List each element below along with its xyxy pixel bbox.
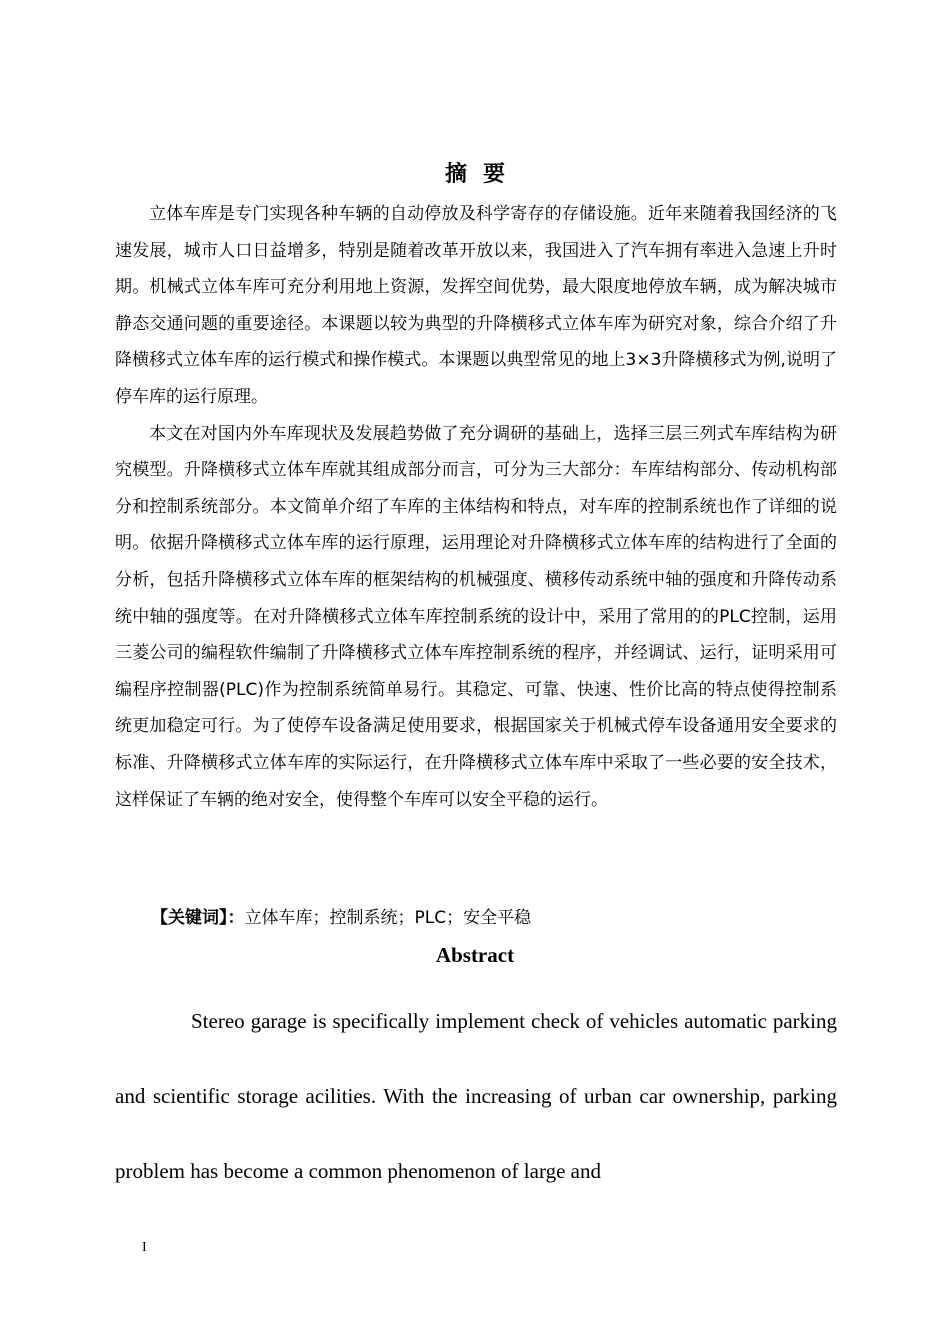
english-abstract-title: Abstract xyxy=(435,943,515,967)
page-number: I xyxy=(142,1240,147,1255)
keywords-label: 【关键词】： xyxy=(151,908,245,928)
keywords-line xyxy=(151,903,531,933)
english-abstract-paragraph-1: Stereo garage is specifically implement check of vehicles automatic parking and scientific storage acilities. With the increasing of urban car ownership, parking problem has become a common phenomenon of large and xyxy=(115,1009,837,1183)
chinese-abstract-paragraph-2: 本文在对国内外车库现状及发展趋势做了充分调研的基础上，选择三层三列式车库结构为研究模型。升降横移式立体车库就其组成部分而言，可分为三大部分：车库结构部分、传动机构部分和控制系统部分。本文简单介绍了车库的主体结构和特点，对车库的控制系统也作了详细的说明。依据升降横移式立体车库的运行原理，运用理论对升降横移式立体车库的结构进行了全面的分析，包括升降横移式立体车库的框架结构的机械强度、横移传动系统中轴的强度和升降传动系统中轴的强度等。在对升降横移式立体车库控制系统的设计中，采用了常用的的PLC控制，运用三菱公司的编程软件编制了升降横移式立体车库控制系统的程序，并经调试、运行，证明采用可编程序控制器(PLC)作为控制系统简单易行。其稳定、可靠、快速、性价比高的特点使得控制系统更加稳定可行。为了使停车设备满足使用要求，根据国家关于机械式停车设备通用安全要求的标准、升降横移式立体车库的实际运行，在升降横移式立体车库中采取了一些必要的安全技术，这样保证了车辆的绝对安全，使得整个车库可以安全平稳的运行。 xyxy=(115,423,837,810)
chinese-abstract-body xyxy=(115,196,837,818)
chinese-abstract-paragraph-1: 立体车库是专门实现各种车辆的自动停放及科学寄存的存储设施。近年来随着我国经济的飞速发展，城市人口日益增多，特别是随着改革开放以来，我国进入了汽车拥有率进入急速上升时期。机械式立体车库可充分利用地上资源，发挥空间优势，最大限度地停放车辆，成为解决城市静态交通问题的重要途径。本课题以较为典型的升降横移式立体车库为研究对象，综合介绍了升降横移式立体车库的运行模式和操作模式。本课题以典型常见的地上3×3升降横移式为例,说明了停车库的运行原理。 xyxy=(115,204,837,407)
english-abstract-body xyxy=(115,984,837,1209)
chinese-abstract-title: 摘要 xyxy=(444,162,521,187)
keywords-text: 立体车库；控制系统；PLC；安全平稳 xyxy=(244,908,532,928)
